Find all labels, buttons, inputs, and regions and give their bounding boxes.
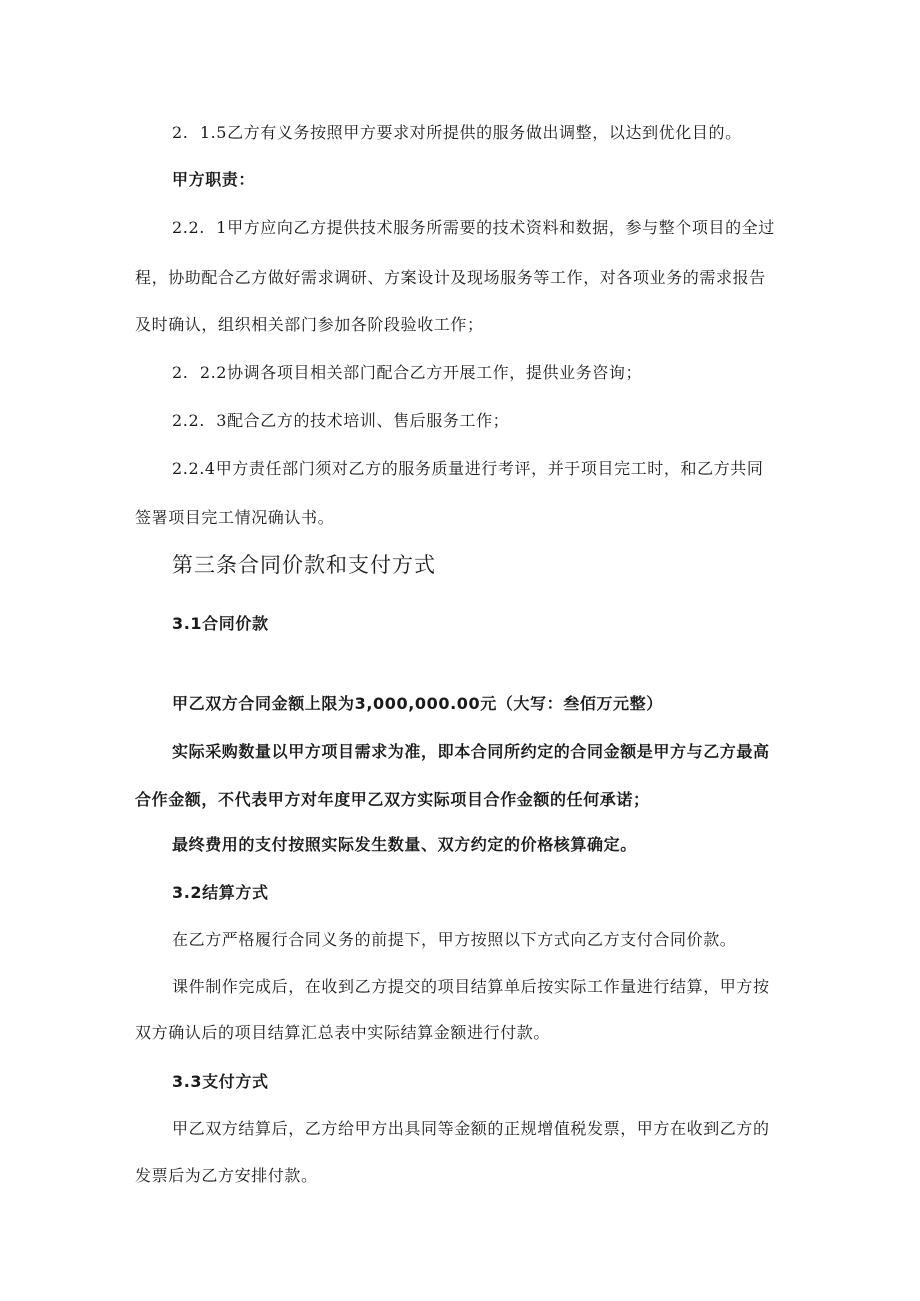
payment-method-line-1: 甲乙双方结算后，乙方给甲方出具同等金额的正规增值税发票，甲方在收到乙方的 [172, 1119, 770, 1138]
final-cost-line: 最终费用的支付按照实际发生数量、双方约定的价格核算确定。 [172, 835, 637, 854]
section-3-2-heading: 3.2结算方式 [172, 883, 269, 902]
settlement-method-line-1: 课件制作完成后，在收到乙方提交的项目结算单后按实际工作量进行结算，甲方按 [172, 977, 770, 996]
settlement-precondition: 在乙方严格履行合同义务的前提下，甲方按照以下方式向乙方支付合同价款。 [172, 930, 737, 949]
purchase-quantity-line-2: 合作金额，不代表甲方对年度甲乙双方实际项目合作金额的任何承诺； [135, 790, 650, 809]
party-a-duties-heading: 甲方职责： [172, 170, 256, 189]
settlement-method-line-2: 双方确认后的项目结算汇总表中实际结算金额进行付款。 [135, 1023, 551, 1042]
payment-method-line-2: 发票后为乙方安排付款。 [135, 1166, 318, 1185]
clause-2-2-4-line-1: 2.2.4甲方责任部门须对乙方的服务质量进行考评，并于项目完工时，和乙方共同 [172, 459, 764, 478]
clause-2-2-4-line-2: 签署项目完工情况确认书。 [135, 508, 335, 527]
clause-2-1-5: 2. 1.5乙方有义务按照甲方要求对所提供的服务做出调整，以达到优化目的。 [172, 123, 742, 142]
clause-2-2-3: 2.2. 3配合乙方的技术培训、售后服务工作； [172, 411, 510, 430]
purchase-quantity-line-1: 实际采购数量以甲方项目需求为准，即本合同所约定的合同金额是甲方与乙方最高 [172, 742, 770, 761]
clause-2-2-1-line-1: 2.2. 1甲方应向乙方提供技术服务所需要的技术资料和数据，参与整个项目的全过 [172, 218, 775, 237]
clause-2-2-1-line-3: 及时确认，组织相关部门参加各阶段验收工作； [135, 315, 484, 334]
clause-2-2-1-line-2: 程，协助配合乙方做好需求调研、方案设计及现场服务等工作，对各项业务的需求报告 [135, 268, 766, 287]
article-3-heading: 第三条合同价款和支付方式 [172, 553, 436, 577]
section-3-1-heading: 3.1合同价款 [172, 614, 269, 633]
clause-2-2-2: 2. 2.2协调各项目相关部门配合乙方开展工作，提供业务咨询； [172, 363, 643, 382]
contract-amount-line: 甲乙双方合同金额上限为3,000,000.00元（大写：叁佰万元整） [172, 694, 663, 713]
section-3-3-heading: 3.3支付方式 [172, 1072, 269, 1091]
